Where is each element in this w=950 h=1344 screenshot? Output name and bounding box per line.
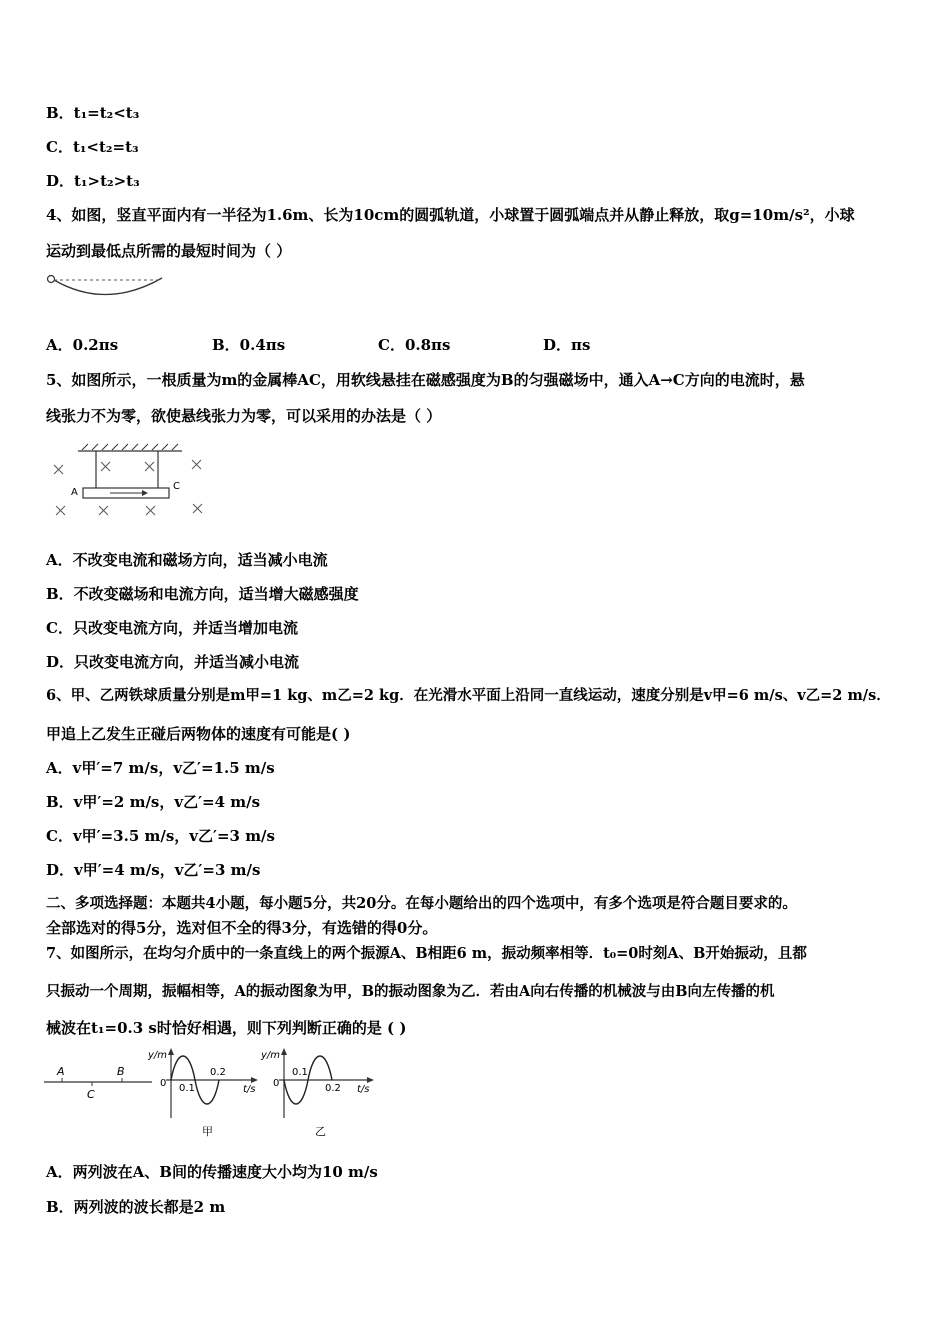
q6-option-d: D．v甲′=4 m/s，v乙′=3 m/s	[46, 861, 261, 879]
svg-text:乙: 乙	[315, 1125, 326, 1138]
q3-option-d: D．t₁>t₂>t₃	[46, 172, 140, 190]
label-a: A	[71, 487, 78, 498]
q7-wave-figure	[44, 1046, 384, 1142]
svg-text:0.1: 0.1	[179, 1083, 195, 1094]
q6-stem-line1: 6、甲、乙两铁球质量分别是m甲=1 kg、m乙=2 kg．在光滑水平面上沿同一直线运动，速度分别是v甲=6 m/s、v乙=2 m/s．	[46, 687, 891, 704]
q4-stem-line1: 4、如图，竖直平面内有一半径为1.6m、长为10cm的圆弧轨道，小球置于圆弧端点并从静止释放，取g=10m/s²，小球	[46, 206, 855, 224]
q5-stem-line2: 线张力不为零，欲使悬线张力为零，可以采用的办法是（ ）	[46, 407, 442, 425]
q5-magnetic-field-figure	[46, 440, 216, 530]
q5-option-d: D．只改变电流方向，并适当减小电流	[46, 653, 300, 671]
q6-option-b: B．v甲′=2 m/s，v乙′=4 m/s	[46, 793, 261, 811]
svg-text:0: 0	[160, 1078, 167, 1089]
q5-option-b: B．不改变磁场和电流方向，适当增大磁感强度	[46, 585, 359, 603]
q3-option-c: C．t₁<t₂=t₃	[46, 138, 139, 156]
q7-option-b: B．两列波的波长都是2 m	[46, 1198, 226, 1216]
q4-option-b: B．0.4πs	[212, 336, 286, 354]
svg-text:0.2: 0.2	[325, 1083, 341, 1094]
graph-yi	[260, 1048, 374, 1138]
svg-text:y/m: y/m	[261, 1050, 281, 1061]
q6-option-a: A．v甲′=7 m/s，v乙′=1.5 m/s	[46, 759, 275, 777]
section2-heading-line1: 二、多项选择题：本题共4小题，每小题5分，共20分。在每小题给出的四个选项中，有多个选项是符合题目要求的。	[46, 895, 797, 912]
label-c: C	[87, 1088, 95, 1101]
label-b: B	[117, 1065, 125, 1078]
q6-option-c: C．v甲′=3.5 m/s，v乙′=3 m/s	[46, 827, 275, 845]
q7-stem-line1: 7、如图所示，在均匀介质中的一条直线上的两个振源A、B相距6 m，振动频率相等．t₀=0时刻A、B开始振动，且都	[46, 945, 807, 962]
q5-option-a: A．不改变电流和磁场方向，适当减小电流	[46, 551, 328, 569]
svg-text:t/s: t/s	[243, 1084, 256, 1095]
q7-option-a: A．两列波在A、B间的传播速度大小均为10 m/s	[46, 1163, 378, 1181]
q4-option-d: D．πs	[543, 336, 591, 354]
q5-option-c: C．只改变电流方向，并适当增加电流	[46, 619, 298, 637]
q4-option-a: A．0.2πs	[46, 336, 119, 354]
svg-text:0: 0	[273, 1078, 280, 1089]
q5-stem-line1: 5、如图所示，一根质量为m的金属棒AC，用软线悬挂在磁感强度为B的匀强磁场中，通入A→C方向的电流时，悬	[46, 371, 805, 389]
q4-arc-track-figure	[44, 270, 168, 304]
q3-option-b: B．t₁=t₂<t₃	[46, 104, 140, 122]
q7-stem-line3: 械波在t₁=0.3 s时恰好相遇，则下列判断正确的是 ( )	[46, 1019, 407, 1037]
ball	[48, 276, 55, 283]
svg-text:甲: 甲	[202, 1125, 213, 1138]
svg-text:t/s: t/s	[357, 1084, 370, 1095]
svg-text:y/m: y/m	[148, 1050, 168, 1061]
label-c: C	[173, 481, 180, 492]
svg-text:0.1: 0.1	[292, 1067, 308, 1078]
section2-heading-line2: 全部选对的得5分，选对但不全的得3分，有选错的得0分。	[46, 919, 438, 937]
svg-text:0.2: 0.2	[210, 1067, 226, 1078]
graph-jia	[147, 1048, 258, 1138]
label-a: A	[57, 1065, 65, 1078]
q4-stem-line2: 运动到最低点所需的最短时间为（ ）	[46, 242, 292, 260]
q7-stem-line2: 只振动一个周期，振幅相等，A的振动图象为甲，B的振动图象为乙．若由A向右传播的机械波与由B向左传播的机	[46, 983, 775, 1000]
ceiling-hatch	[82, 444, 178, 450]
q6-stem-line2: 甲追上乙发生正碰后两物体的速度有可能是( )	[46, 725, 351, 743]
q4-option-c: C．0.8πs	[378, 336, 451, 354]
